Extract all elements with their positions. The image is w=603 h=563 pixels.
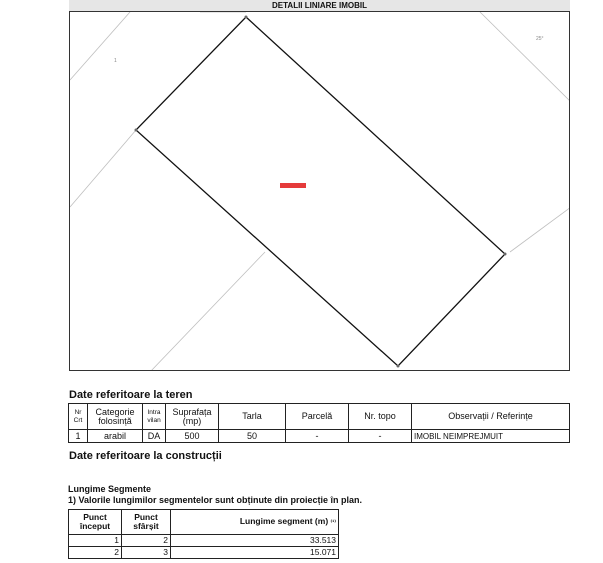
col-categorie: Categorie folosință [88, 404, 143, 430]
plan-tick-label: 1 [114, 58, 117, 64]
col-length-prefix: ⁽¹⁾ [330, 519, 336, 526]
col-end: Punct sfârșit [122, 510, 171, 535]
table-row [69, 547, 339, 559]
cell-parcela: - [286, 430, 349, 443]
parcel-plan-drawing [69, 11, 570, 371]
construction-section-title: Date referitoare la construcții [69, 450, 222, 462]
parcel-boundary [136, 17, 505, 366]
table-row [69, 535, 339, 547]
plan-header: DETALII LINIARE IMOBIL [69, 0, 570, 12]
cell-length: 15.071 [171, 547, 339, 559]
cell-length: 33.513 [171, 535, 339, 547]
cell-start: 2 [69, 547, 122, 559]
neighbor-line [510, 207, 570, 252]
segments-table-header [69, 510, 339, 535]
land-table-header [69, 404, 570, 430]
table-row [69, 430, 570, 443]
neighbor-line [70, 12, 130, 80]
neighbor-line [480, 12, 570, 102]
cell-nr: 1 [69, 430, 88, 443]
cell-tarla: 50 [219, 430, 286, 443]
col-parcela: Parcelă [286, 404, 349, 430]
col-length-label: Lungime segment (m) [239, 515, 329, 526]
col-nr: Nr Crt [69, 404, 88, 430]
cell-observatii: IMOBIL NEIMPREJMUIT [412, 430, 570, 443]
neighbor-line [70, 130, 136, 207]
cell-categorie: arabil [88, 430, 143, 443]
col-intravilan: Intra vilan [143, 404, 166, 430]
vertex-point-4 [135, 129, 138, 132]
plan-corner-label: 25° [536, 36, 544, 42]
col-suprafata: Suprafața (mp) [166, 404, 219, 430]
segments-table [68, 509, 339, 559]
neighbor-line [150, 252, 265, 371]
col-nrtopo: Nr. topo [349, 404, 412, 430]
col-length [171, 510, 339, 535]
parcel-marker [280, 183, 306, 188]
cell-suprafata: 500 [166, 430, 219, 443]
vertex-point-1 [245, 16, 248, 19]
cell-end: 2 [122, 535, 171, 547]
cell-end: 3 [122, 547, 171, 559]
vertex-point-2 [504, 253, 507, 256]
cell-start: 1 [69, 535, 122, 547]
cell-intravilan: DA [143, 430, 166, 443]
land-section-title: Date referitoare la teren [69, 389, 193, 401]
col-start: Punct început [69, 510, 122, 535]
segments-title: Lungime Segmente [68, 484, 152, 494]
cell-nrtopo: - [349, 430, 412, 443]
col-observatii: Observații / Referințe [412, 404, 570, 430]
plan-svg [70, 12, 570, 371]
segments-note: 1) Valorile lungimilor segmentelor sunt obținute din proiecție în plan. [68, 495, 363, 505]
col-tarla: Tarla [219, 404, 286, 430]
vertex-point-3 [397, 365, 400, 368]
land-table [68, 403, 570, 443]
